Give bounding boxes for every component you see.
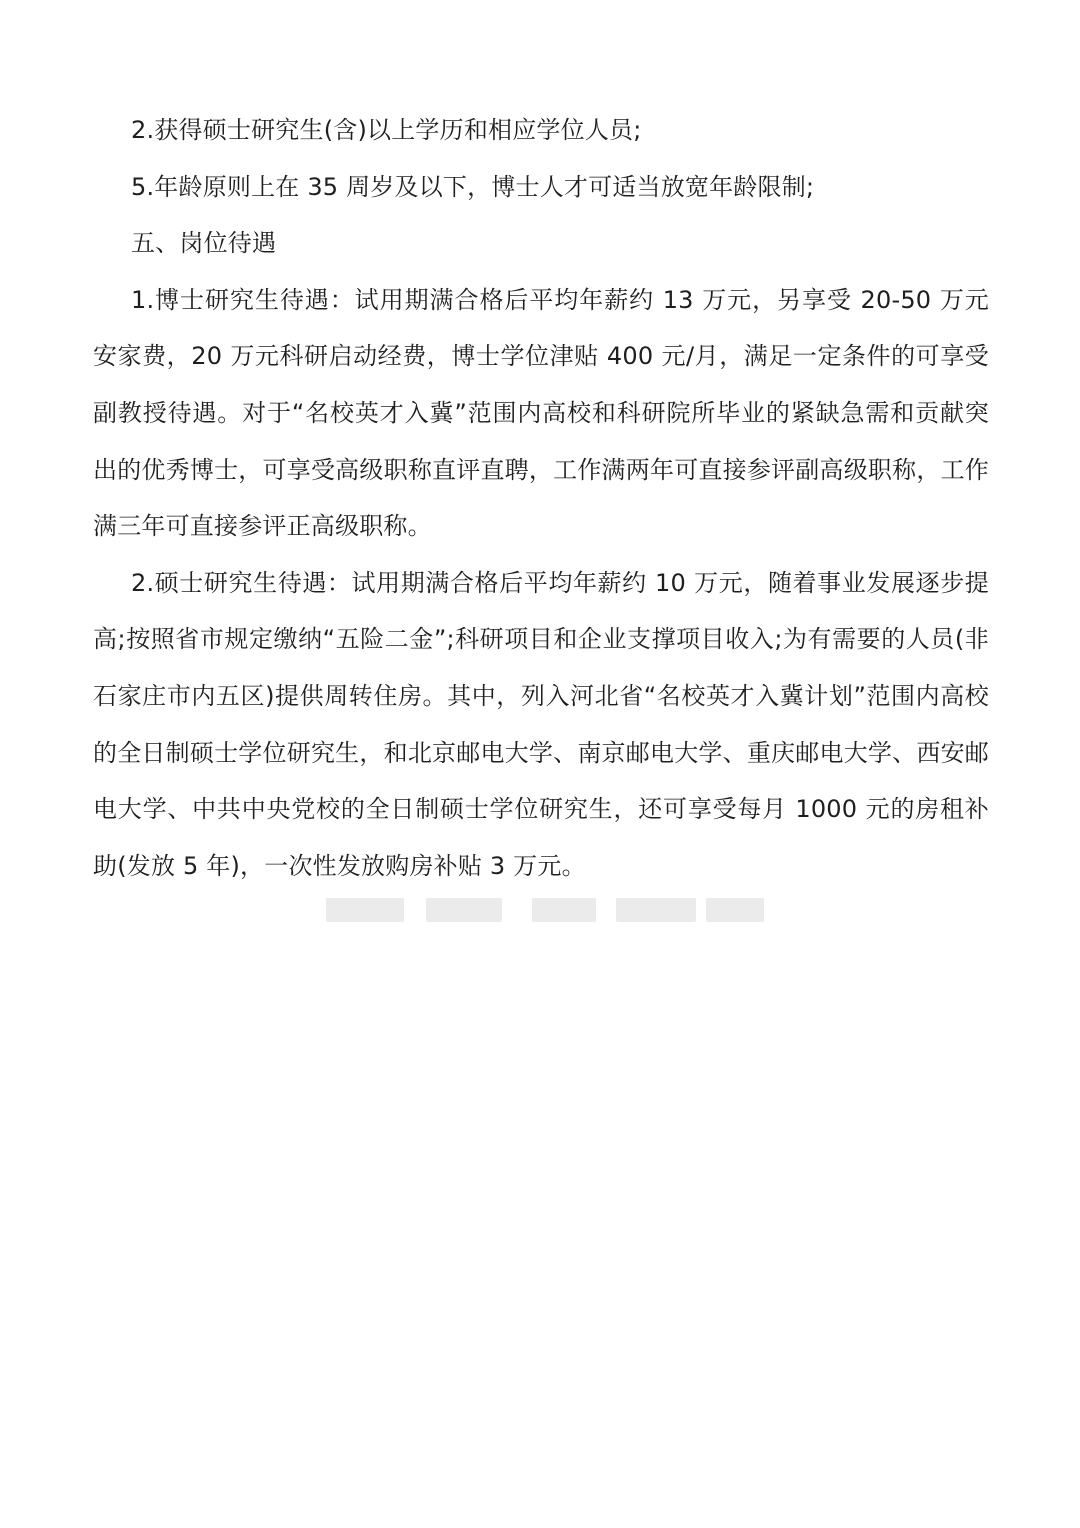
section-heading-benefits: 五、岗位待遇: [131, 229, 277, 258]
benefit-doctoral: 1.博士研究生待遇：试用期满合格后平均年薪约 13 万元，另享受 20-50 万元安家费，20 万元科研启动经费，博士学位津贴 400 元/月，满足一定条件的可享受副教授待遇。对于“名校英才入冀”范围内高校和科研院所毕业的紧缺急需和贡献突出的优秀博士，可享受高级职称直评直聘，工作满两年可直接参评副高级职称，工作满三年可直接参评正高级职称。: [93, 285, 989, 541]
requirement-age: 5.年龄原则上在 35 周岁及以下，博士人才可适当放宽年龄限制;: [131, 172, 815, 201]
watermark-mask: [326, 884, 766, 898]
watermark-logo: [326, 884, 766, 924]
requirement-education: 2.获得硕士研究生(含)以上学历和相应学位人员;: [131, 116, 642, 144]
benefit-masters: 2.硕士研究生待遇：试用期满合格后平均年薪约 10 万元，随着事业发展逐步提高;按照省市规定缴纳“五险二金”;科研项目和企业支撑项目收入;为有需要的人员(非石家庄市内五区)提供周转住房。其中，列入河北省“名校英才入冀计划”范围内高校的全日制硕士学位研究生，和北京邮电大学、南京邮电大学、重庆邮电大学、西安邮电大学、中共中央党校的全日制硕士学位研究生，还可享受每月 1000 元的房租补助(发放 5 年)，一次性发放购房补贴 3 万元。: [93, 568, 989, 880]
document-body: [93, 102, 989, 894]
